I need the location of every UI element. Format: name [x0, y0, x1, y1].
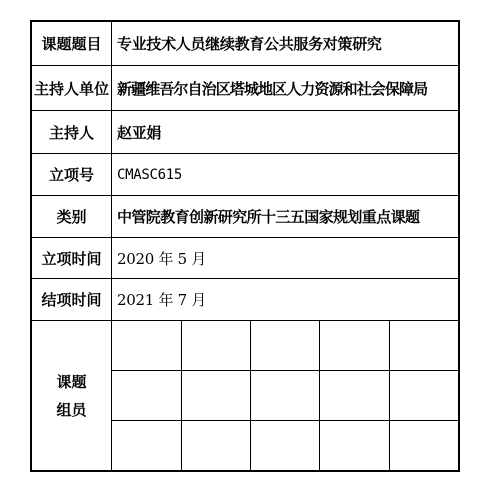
grid-divider — [112, 420, 460, 421]
project-title-label: 课题题目 — [41, 35, 102, 53]
start-date-value: 2020 年 5 月 — [117, 249, 207, 268]
grid-col-divider — [181, 320, 182, 472]
table-border-bottom — [30, 470, 460, 472]
host-value: 赵亚娟 — [117, 123, 162, 142]
grid-col-divider — [319, 320, 320, 472]
team-members-label-line2: 组员 — [56, 400, 87, 419]
host-unit-value: 新疆维吾尔自治区塔城地区人力资源和社会保障局 — [117, 79, 428, 98]
project-number-label: 立项号 — [48, 166, 94, 184]
end-date-label: 结项时间 — [41, 291, 102, 309]
end-date-value: 2021 年 7 月 — [117, 291, 207, 309]
team-members-label-line1: 课题 — [56, 372, 87, 391]
category-value: 中管院教育创新研究所十三五国家规划重点课题 — [117, 208, 420, 226]
project-number-value: CMASC615 — [117, 166, 183, 183]
host-label: 主持人 — [48, 123, 94, 142]
team-members-label — [32, 321, 111, 470]
grid-divider — [112, 370, 460, 371]
project-title-value: 专业技术人员继续教育公共服务对策研究 — [117, 35, 382, 53]
start-date-label: 立项时间 — [41, 249, 102, 268]
grid-col-divider — [389, 320, 390, 472]
grid-col-divider — [250, 320, 251, 472]
category-label: 类别 — [56, 208, 87, 226]
host-unit-label: 主持人单位 — [33, 79, 109, 98]
